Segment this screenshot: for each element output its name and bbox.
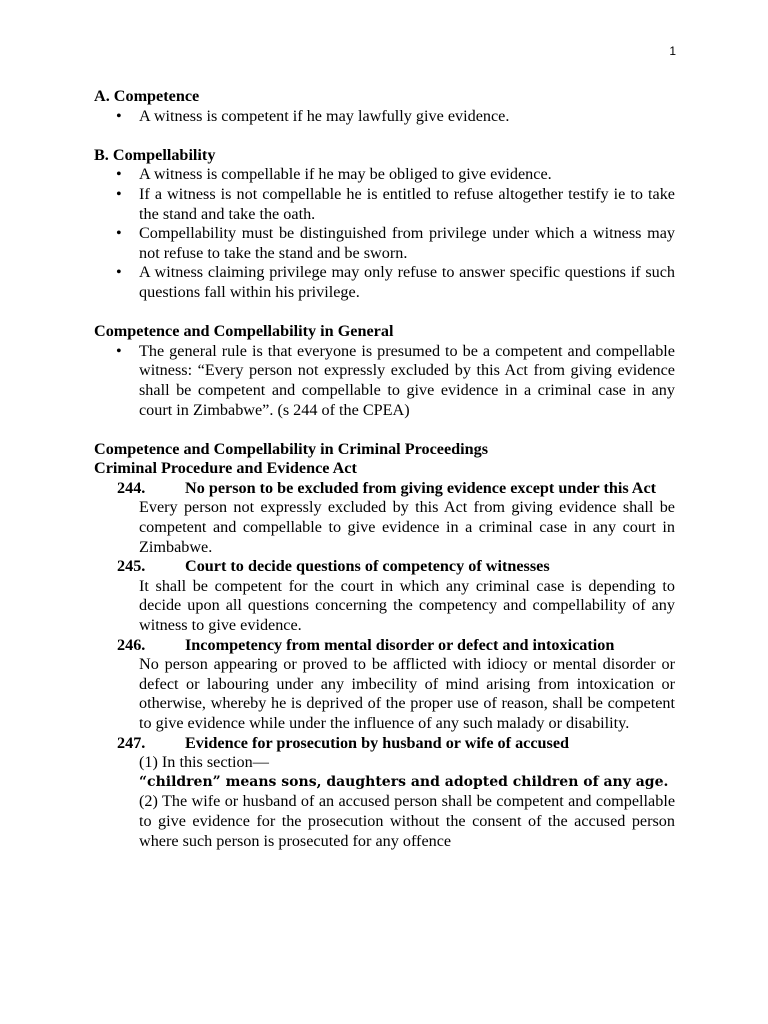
section-title: Evidence for prosecution by husband or wife of accused <box>185 733 570 752</box>
heading-compellability: B. Compellability <box>94 145 216 164</box>
list-item: • Compellability must be distinguished from privilege under which a witness may not refuse to take the stand and be sworn. <box>94 224 675 263</box>
list-item: • If a witness is not compellable he is entitled to refuse altogether testify ie to take the stand and take the oath. <box>94 185 675 224</box>
compellability-list <box>94 165 675 302</box>
subsection-1: (1) In this section— <box>139 753 269 772</box>
section-247 <box>94 734 675 852</box>
list-item: • The general rule is that everyone is presumed to be a competent and compellable witness: “Every person not expressly excluded by this Act from giving evidence shall be competent and compellable to give evidence in a criminal case in any court in Zimbabwe”. (s 244 of the CPEA) <box>94 342 675 420</box>
document-body <box>94 87 675 851</box>
section-title: Incompetency from mental disorder or defect and intoxication <box>185 635 615 654</box>
list-item: • A witness is compellable if he may be obliged to give evidence. <box>94 165 675 185</box>
section-244 <box>94 479 675 557</box>
section-number: 245. <box>117 557 146 576</box>
section-number: 247. <box>117 733 146 752</box>
section-number: 246. <box>117 635 146 654</box>
heading-competence: A. Competence <box>94 87 200 105</box>
section-title: Court to decide questions of competency of witnesses <box>185 557 550 576</box>
competence-list <box>94 107 675 127</box>
section-number: 244. <box>117 478 146 497</box>
page-number: 1 <box>669 44 676 58</box>
heading-cpea: Criminal Procedure and Evidence Act <box>94 459 357 478</box>
list-item: • A witness claiming privilege may only refuse to answer specific questions if such questions fall within his privilege. <box>94 263 675 302</box>
section-body: Every person not expressly excluded by this Act from giving evidence shall be competent and compellable to give evidence in a criminal case in any court in Zimbabwe. <box>139 498 675 556</box>
section-246 <box>94 636 675 734</box>
section-body: No person appearing or proved to be afflicted with idiocy or mental disorder or defect or labouring under any imbecility of mind arising from intoxication or otherwise, whereby he is deprived of the proper use of reason, shall be competent to give evidence while under the influence of any such malady or disability. <box>139 655 675 732</box>
list-item: • A witness is competent if he may lawfully give evidence. <box>94 107 675 127</box>
general-list <box>94 342 675 420</box>
subsection-2: (2) The wife or husband of an accused person shall be competent and compellable to give evidence for the prosecution without the consent of the accused person where such person is prosecuted for any offence <box>139 792 675 850</box>
heading-criminal-proceedings: Competence and Compellability in Criminal Proceedings <box>94 439 489 458</box>
definition-children: “children” means sons, daughters and adopted children of any age. <box>139 773 669 790</box>
section-245 <box>94 557 675 635</box>
section-body: It shall be competent for the court in which any criminal case is depending to decide upon all questions concerning the competency and compellability of any witness to give evidence. <box>139 576 675 635</box>
section-title: No person to be excluded from giving evidence except under this Act <box>185 478 657 497</box>
heading-general: Competence and Compellability in General <box>94 322 394 341</box>
